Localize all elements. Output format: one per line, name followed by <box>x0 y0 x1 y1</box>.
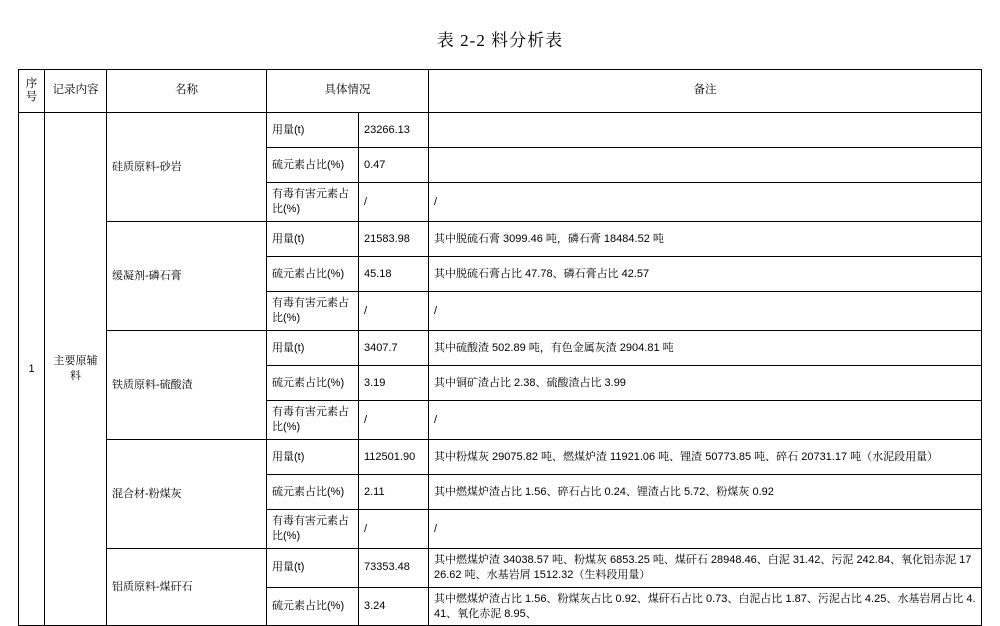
cell-item-label: 用量(t) <box>267 222 359 257</box>
cell-item-value: / <box>359 292 429 331</box>
cell-item-value: 2.11 <box>359 475 429 510</box>
column-header-seq-line2: 号 <box>25 91 38 103</box>
cell-item-value: 3407.7 <box>359 331 429 366</box>
cell-item-value: 21583.98 <box>359 222 429 257</box>
table-body <box>19 113 982 626</box>
cell-note: 其中脱硫石膏占比 47.78、磷石膏占比 42.57 <box>429 257 982 292</box>
cell-item-label: 硫元素占比(%) <box>267 366 359 401</box>
cell-record-content: 主要原辅料 <box>45 113 107 626</box>
cell-note: 其中铜矿渣占比 2.38、硫酸渣占比 3.99 <box>429 366 982 401</box>
cell-note: 其中燃煤炉渣占比 1.56、粉煤灰占比 0.92、煤矸石占比 0.73、白泥占比 1.87、污泥占比 4.25、水基岩屑占比 4.41、氧化赤泥 8.95、 <box>429 587 982 626</box>
cell-material-name: 混合材-粉煤灰 <box>107 440 267 549</box>
cell-item-value: / <box>359 183 429 222</box>
cell-seq: 1 <box>19 113 45 626</box>
table-row <box>19 549 982 588</box>
cell-note: 其中燃煤炉渣 34038.57 吨、粉煤灰 6853.25 吨、煤矸石 28948.46、白泥 31.42、污泥 242.84、氧化铝赤泥 1726.62 吨、水基岩屑 1512.32（生料段用量） <box>429 549 982 588</box>
material-analysis-table <box>18 69 982 626</box>
cell-item-value: 0.47 <box>359 148 429 183</box>
cell-item-label: 硫元素占比(%) <box>267 148 359 183</box>
table-row <box>19 331 982 366</box>
cell-item-value: / <box>359 510 429 549</box>
cell-item-label: 硫元素占比(%) <box>267 587 359 626</box>
cell-item-label: 有毒有害元素占比(%) <box>267 401 359 440</box>
column-header-record: 记录内容 <box>45 70 107 113</box>
cell-item-label: 用量(t) <box>267 549 359 588</box>
cell-item-label: 硫元素占比(%) <box>267 257 359 292</box>
cell-item-label: 有毒有害元素占比(%) <box>267 183 359 222</box>
cell-item-label: 用量(t) <box>267 440 359 475</box>
cell-item-value: 45.18 <box>359 257 429 292</box>
cell-note: / <box>429 292 982 331</box>
cell-item-label: 硫元素占比(%) <box>267 475 359 510</box>
column-header-note: 备注 <box>429 70 982 113</box>
column-header-name: 名称 <box>107 70 267 113</box>
page-title: 表 2-2 料分析表 <box>436 31 564 50</box>
column-header-detail: 具体情况 <box>267 70 429 113</box>
cell-item-value: 3.19 <box>359 366 429 401</box>
cell-item-label: 用量(t) <box>267 113 359 148</box>
cell-note: / <box>429 401 982 440</box>
column-header-seq <box>19 70 45 113</box>
table-header-row <box>19 70 982 113</box>
table-row <box>19 440 982 475</box>
cell-note: / <box>429 183 982 222</box>
cell-item-label: 有毒有害元素占比(%) <box>267 510 359 549</box>
cell-material-name: 硅质原料-砂岩 <box>107 113 267 222</box>
cell-note: 其中硫酸渣 502.89 吨，有色金属灰渣 2904.81 吨 <box>429 331 982 366</box>
table-row <box>19 222 982 257</box>
cell-item-value: / <box>359 401 429 440</box>
column-header-seq-line1: 序 <box>25 77 38 90</box>
cell-note: 其中燃煤炉渣占比 1.56、碎石占比 0.24、锂渣占比 5.72、粉煤灰 0.92 <box>429 475 982 510</box>
cell-item-value: 112501.90 <box>359 440 429 475</box>
cell-item-value: 23266.13 <box>359 113 429 148</box>
cell-note <box>429 113 982 148</box>
cell-note <box>429 148 982 183</box>
cell-note: / <box>429 510 982 549</box>
cell-item-label: 用量(t) <box>267 331 359 366</box>
cell-item-label: 有毒有害元素占比(%) <box>267 292 359 331</box>
cell-note: 其中脱硫石膏 3099.46 吨，磷石膏 18484.52 吨 <box>429 222 982 257</box>
table-row <box>19 113 982 148</box>
cell-material-name: 缓凝剂-磷石膏 <box>107 222 267 331</box>
cell-item-value: 3.24 <box>359 587 429 626</box>
cell-material-name: 铁质原料-硫酸渣 <box>107 331 267 440</box>
cell-material-name: 铝质原料-煤矸石 <box>107 549 267 626</box>
cell-item-value: 73353.48 <box>359 549 429 588</box>
cell-note: 其中粉煤灰 29075.82 吨、燃煤炉渣 11921.06 吨、锂渣 50773.85 吨、碎石 20731.17 吨（水泥段用量） <box>429 440 982 475</box>
